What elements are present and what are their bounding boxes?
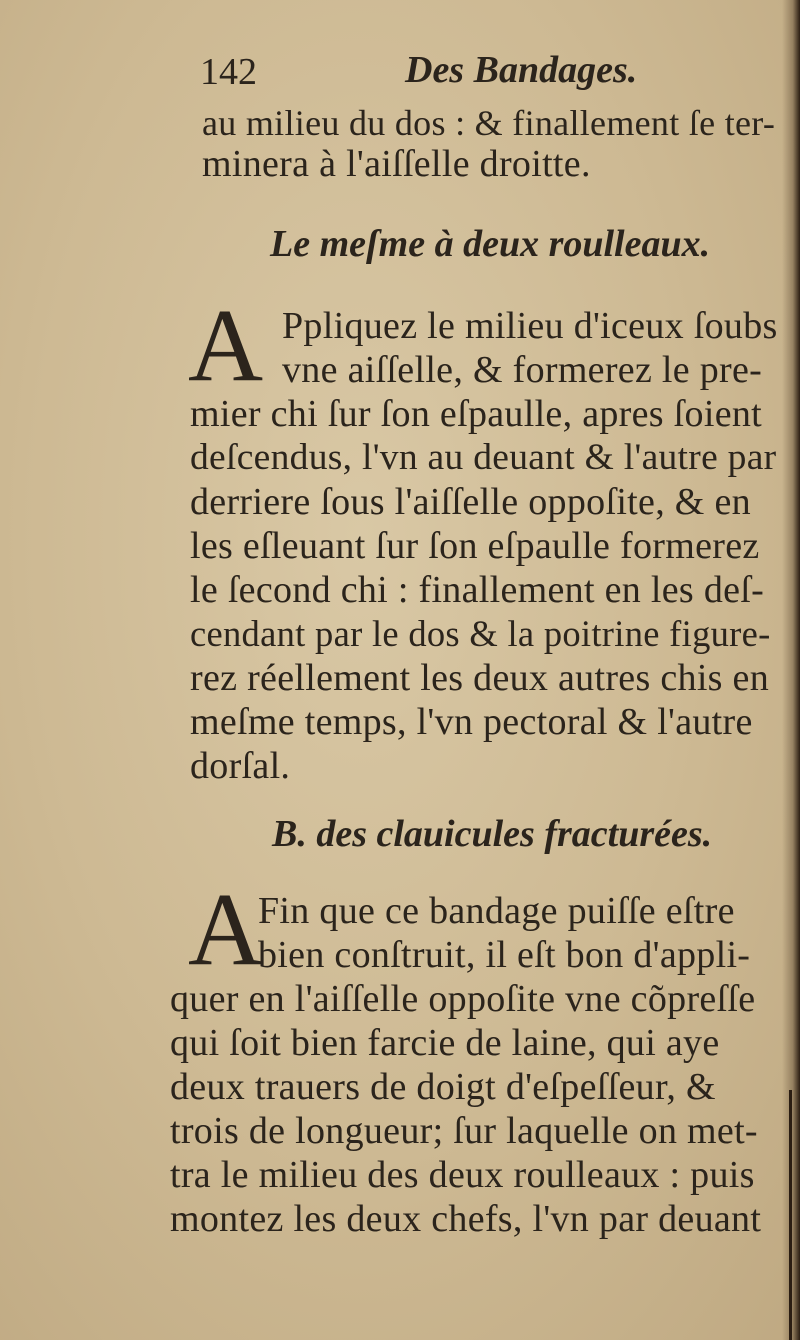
section-heading: B. des clauicules fracturées. (272, 813, 713, 855)
text-line: cendant par le dos & la poitrine figure- (190, 613, 771, 654)
text-line: qui ſoit bien farcie de laine, qui aye (170, 1022, 720, 1064)
text-line: tra le milieu des deux roulleaux : puis (170, 1154, 755, 1196)
text-line: les eſleuant ſur ſon eſpaulle formerez (190, 525, 760, 567)
text-line: deſcendus, l'vn au deuant & l'autre par (190, 437, 777, 478)
text-line: mier chi ſur ſon eſpaulle, apres ſoient (190, 393, 763, 435)
text-line: deux trauers de doigt d'eſpeſſeur, & (170, 1066, 716, 1108)
text-line: derriere ſous l'aiſſelle oppoſite, & en (190, 481, 751, 523)
section-heading: Le meſme à deux roulleaux. (270, 223, 711, 265)
text-line: trois de longueur; ſur laquelle on met- (170, 1110, 758, 1152)
page-number: 142 (200, 51, 257, 93)
running-title: Des Bandages. (405, 49, 638, 91)
binding-edge-line (789, 1090, 792, 1340)
text-line: meſme temps, l'vn pectoral & l'autre (190, 701, 753, 743)
text-line: dorſal. (190, 745, 291, 787)
text-line: le ſecond chi : finallement en les deſ- (190, 569, 765, 611)
drop-cap: A (188, 872, 264, 987)
text-line: Ppliquez le milieu d'iceux ſoubs (282, 305, 778, 347)
text-line: Fin que ce bandage puiſſe eſtre (258, 890, 735, 932)
text-line: rez réellement les deux autres chis en (190, 657, 770, 699)
text-line: minera à l'aiſſelle droitte. (202, 143, 591, 185)
text-line: quer en l'aiſſelle oppoſite vne cõpreſſe (170, 978, 756, 1020)
text-line: vne aiſſelle, & formerez le pre- (282, 349, 763, 391)
text-line: montez les deux chefs, l'vn par deuant (170, 1198, 762, 1240)
text-line: bien conſtruit, il eſt bon d'appli- (258, 934, 751, 976)
drop-cap: A (188, 288, 264, 403)
text-line: au milieu du dos : & finallement ſe ter- (202, 103, 776, 143)
